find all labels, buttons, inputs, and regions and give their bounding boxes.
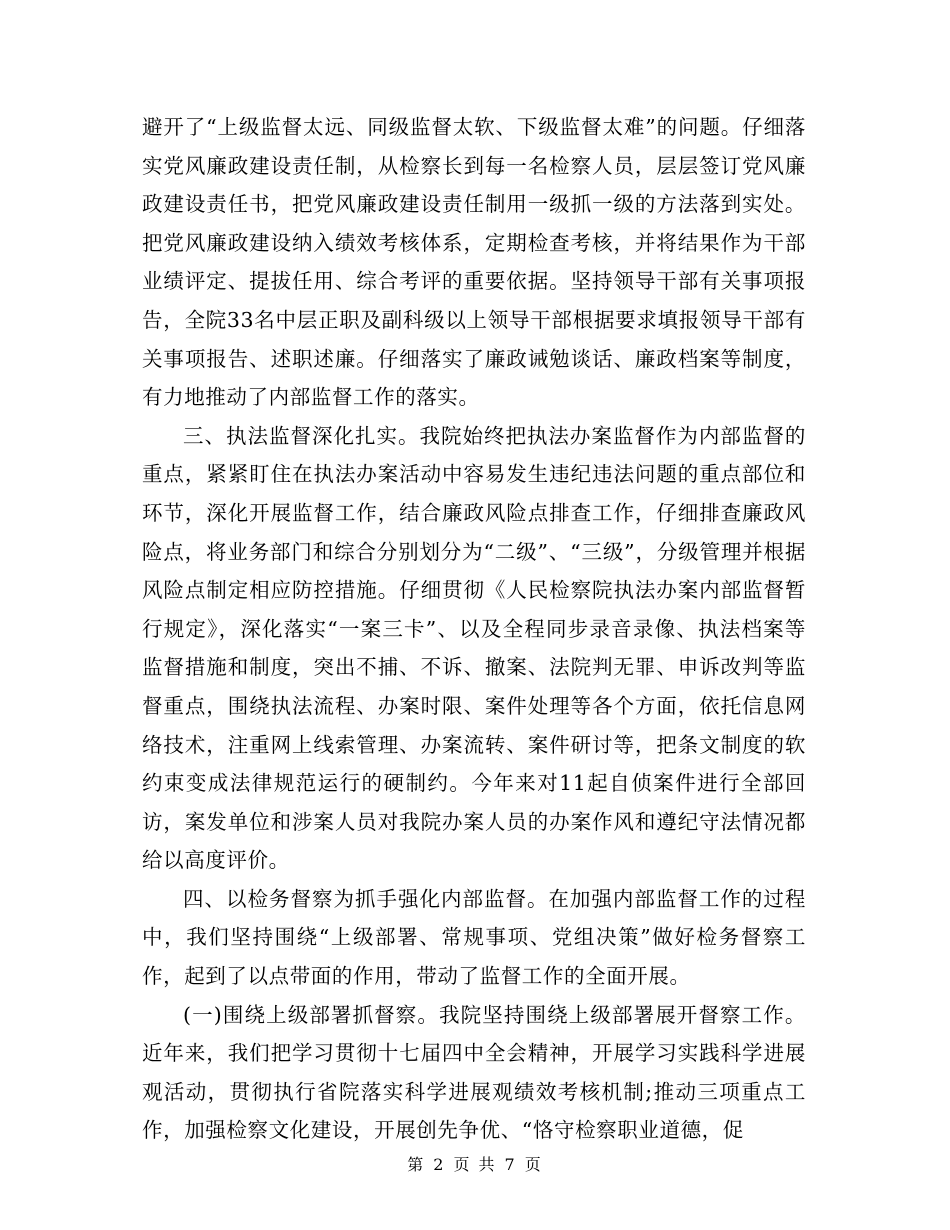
- paragraph-2-section-three: 三、执法监督深化扎实。我院始终把执法办案监督作为内部监督的重点，紧紧盯住在执法办案活动中容易发生违纪违法问题的重点部位和环节，深化开展监督工作，结合廉政风险点排查工作，仔细排查廉政风险点，将业务部门和综合分别划分为“二级”、“三级”，分级管理并根据风险点制定相应防控措施。仔细贯彻《人民检察院执法办案内部监督暂行规定》，深化落实“一案三卡”、以及全程同步录音录像、执法档案等监督措施和制度，突出不捕、不诉、撤案、法院判无罪、申诉改判等监督重点，围绕执法流程、办案时限、案件处理等各个方面，依托信息网络技术，注重网上线索管理、办案流转、案件研讨等，把条文制度的软约束变成法律规范运行的硬制约。今年来对11起自侦案件进行全部回访，案发单位和涉案人员对我院办案人员的办案作风和遵纪守法情况都给以高度评价。: [142, 423, 806, 873]
- paragraph-1: 避开了“上级监督太远、同级监督太软、下级监督太难”的问题。仔细落实党风廉政建设责任制，从检察长到每一名检察人员，层层签订党风廉政建设责任书，把党风廉政建设责任制用一级抓一级的方法落到实处。把党风廉政建设纳入绩效考核体系，定期检查考核，并将结果作为干部业绩评定、提拔任用、综合考评的重要依据。坚持领导干部有关事项报告，全院33名中层正职及副科级以上领导干部根据要求填报领导干部有关事项报告、述职述廉。仔细落实了廉政诫勉谈话、廉政档案等制度，有力地推动了内部监督工作的落实。: [142, 115, 806, 410]
- footer-suffix: 页: [524, 1155, 543, 1174]
- page-footer: [0, 1152, 950, 1175]
- footer-total-pages: 7: [504, 1155, 517, 1174]
- paragraph-3-section-four: 四、以检务督察为抓手强化内部监督。在加强内部监督工作的过程中，我们坚持围绕“上级部署、常规事项、党组决策”做好检务督察工作，起到了以点带面的作用，带动了监督工作的全面开展。: [142, 886, 806, 989]
- paragraph-4-subsection-one: (一)围绕上级部署抓督察。我院坚持围绕上级部署展开督察工作。近年来，我们把学习贯彻十七届四中全会精神，开展学习实践科学进展观活动，贯彻执行省院落实科学进展观绩效考核机制;推动三项重点工作，加强检察文化建设，开展创先争优、“恪守检察职业道德，促: [142, 1002, 806, 1143]
- footer-prefix: 第: [407, 1155, 426, 1174]
- footer-middle: 页 共: [453, 1155, 497, 1174]
- footer-current-page: 2: [433, 1155, 446, 1174]
- document-body: [142, 108, 806, 1150]
